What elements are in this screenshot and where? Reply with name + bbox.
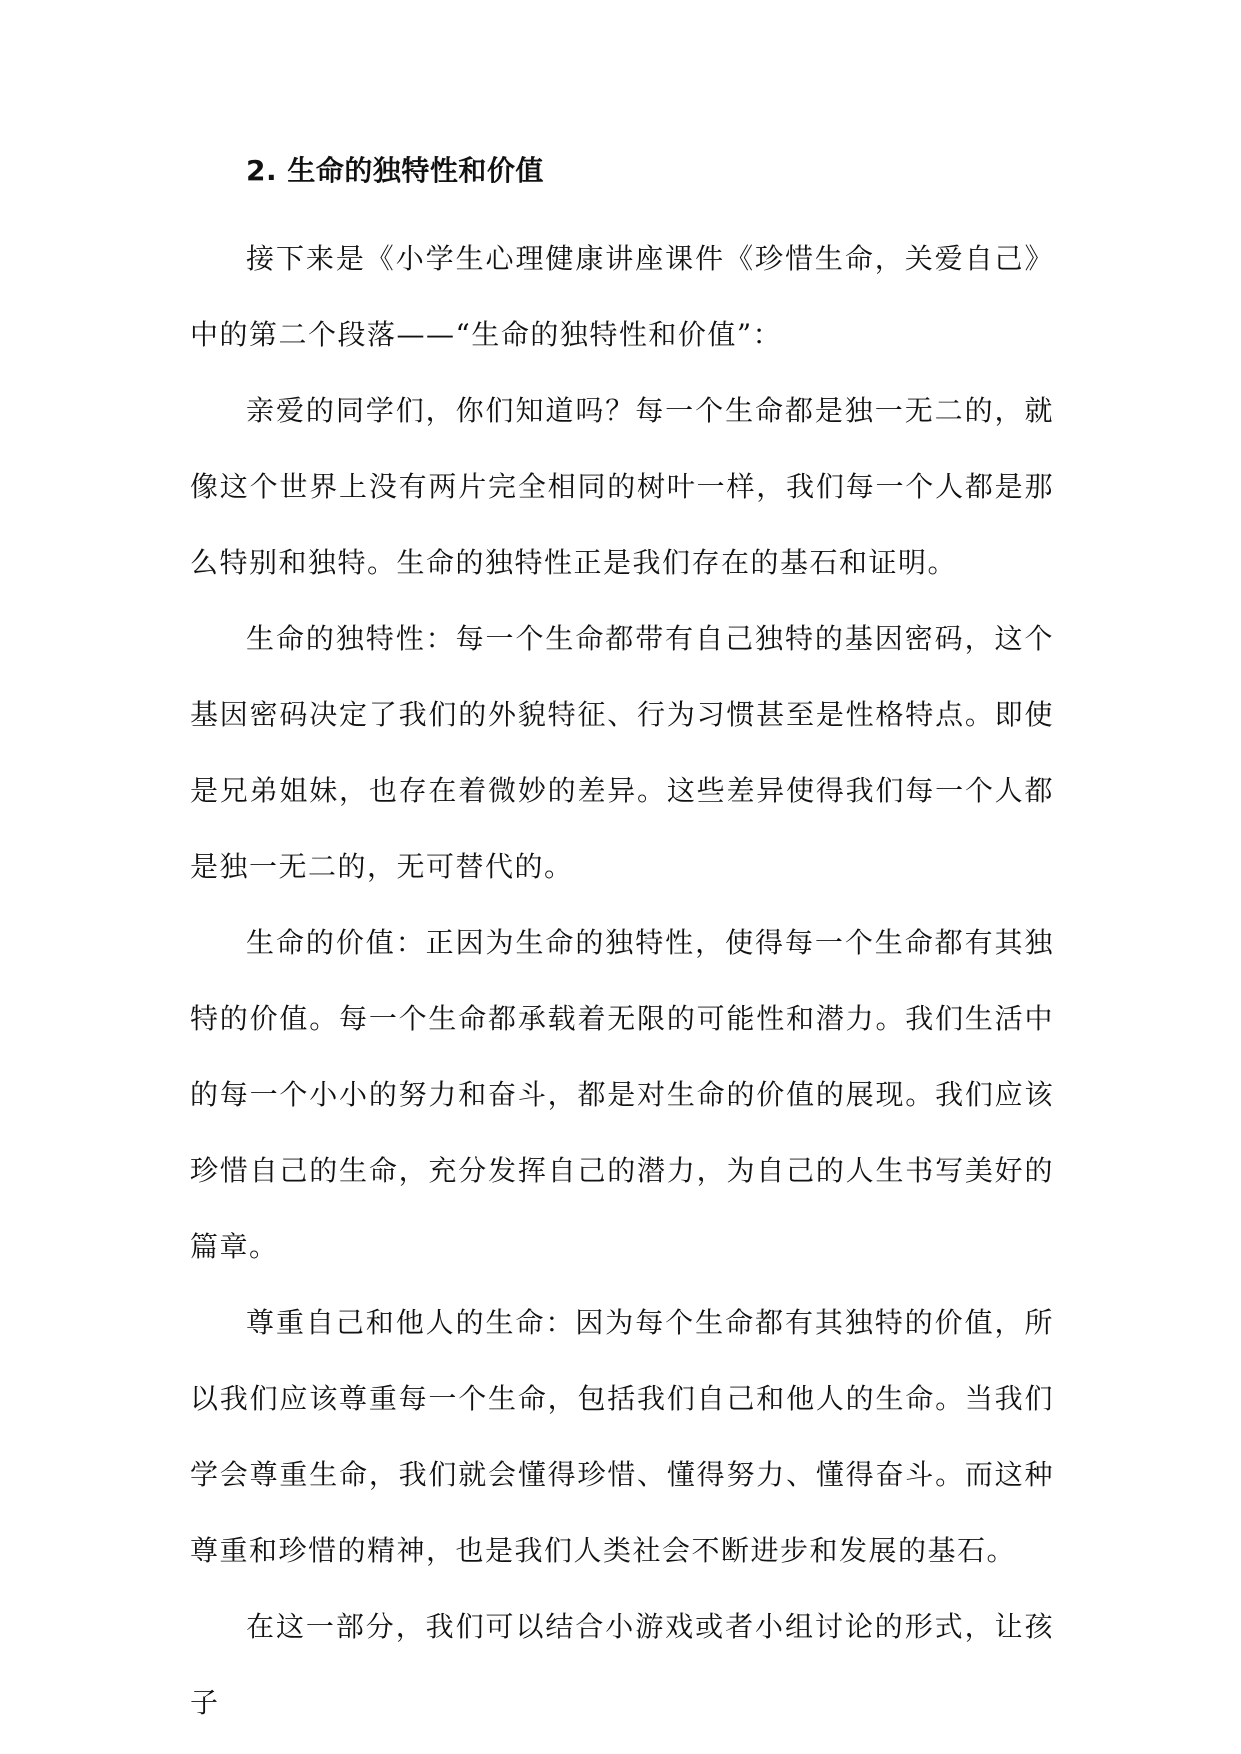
paragraph-uniqueness-intro: 亲爱的同学们，你们知道吗？每一个生命都是独一无二的，就像这个世界上没有两片完全相同的树叶一样，我们每一个人都是那么特别和独特。生命的独特性正是我们存在的基石和证明。 xyxy=(190,394,1054,579)
paragraph-respect: 尊重自己和他人的生命：因为每个生命都有其独特的价值，所以我们应该尊重每一个生命，包括我们自己和他人的生命。当我们学会尊重生命，我们就会懂得珍惜、懂得努力、懂得奋斗。而这种尊重和珍惜的精神，也是我们人类社会不断进步和发展的基石。 xyxy=(190,1306,1054,1567)
paragraph-value: 生命的价值：正因为生命的独特性，使得每一个生命都有其独特的价值。每一个生命都承载着无限的可能性和潜力。我们生活中的每一个小小的努力和奋斗，都是对生命的价值的展现。我们应该珍惜自己的生命，充分发挥自己的潜力，为自己的人生书写美好的篇章。 xyxy=(190,926,1054,1263)
paragraph-intro: 接下来是《小学生心理健康讲座课件《珍惜生命，关爱自己》中的第二个段落——“生命的独特性和价值”： xyxy=(190,242,1054,351)
paragraph-activity: 在这一部分，我们可以结合小游戏或者小组讨论的形式，让孩子 xyxy=(190,1610,1054,1719)
paragraph-uniqueness: 生命的独特性：每一个生命都带有自己独特的基因密码，这个基因密码决定了我们的外貌特征、行为习惯甚至是性格特点。即使是兄弟姐妹，也存在着微妙的差异。这些差异使得我们每一个人都是独一无二的，无可替代的。 xyxy=(190,622,1054,883)
section-heading: 2. 生命的独特性和价值 xyxy=(246,154,544,187)
document-body xyxy=(190,145,1054,1741)
